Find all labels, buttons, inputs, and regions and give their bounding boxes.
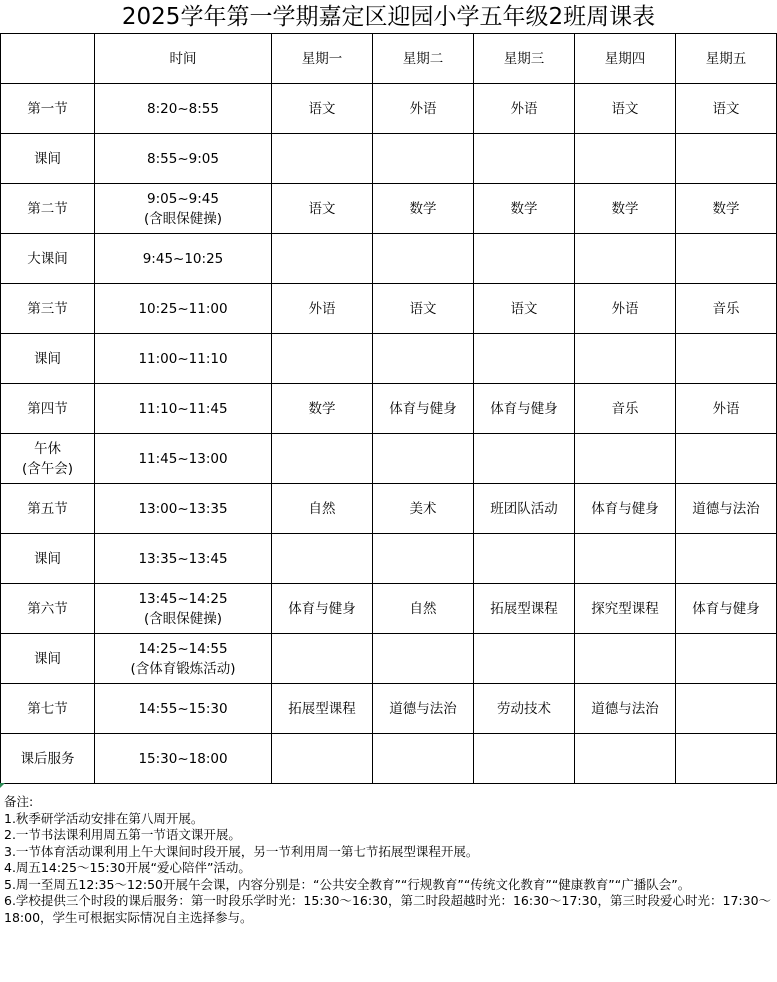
subject-cell: 体育与健身	[575, 484, 676, 534]
cell-text: 14:25~14:55	[138, 640, 228, 657]
period-cell	[1, 284, 95, 334]
subject-cell: 道德与法治	[373, 684, 474, 734]
subject-cell: 拓展型课程	[272, 684, 373, 734]
cell-text: 9:45~10:25	[142, 250, 224, 267]
subject-cell: 体育与健身	[474, 384, 575, 434]
table-row	[1, 284, 777, 334]
cell-text: 11:10~11:45	[138, 400, 228, 417]
subject-cell	[474, 434, 575, 484]
time-cell	[95, 534, 272, 584]
subject-cell: 语文	[272, 84, 373, 134]
cell-text: 8:55~9:05	[147, 150, 219, 167]
schedule-title: 2025学年第一学期嘉定区迎园小学五年级2班周课表	[121, 4, 656, 30]
subject-cell	[575, 134, 676, 184]
cell-text: 第三节	[27, 300, 68, 317]
cell-text: 11:45~13:00	[138, 450, 228, 467]
period-cell	[1, 634, 95, 684]
subject-cell	[575, 434, 676, 484]
subject-cell: 语文	[373, 284, 474, 334]
subject-cell	[272, 334, 373, 384]
subject-cell: 道德与法治	[575, 684, 676, 734]
subject-cell: 道德与法治	[676, 484, 777, 534]
subject-cell	[575, 334, 676, 384]
period-cell	[1, 734, 95, 784]
subject-cell	[676, 434, 777, 484]
table-row	[1, 384, 777, 434]
cell-text: 课间	[34, 150, 61, 167]
subject-cell	[474, 734, 575, 784]
time-cell	[95, 634, 272, 684]
cell-text: (含午会)	[21, 460, 74, 477]
table-row	[1, 334, 777, 384]
header-cell: 星期三	[474, 34, 575, 84]
table-row	[1, 134, 777, 184]
subject-cell	[272, 134, 373, 184]
table-row	[1, 184, 777, 234]
subject-cell	[575, 634, 676, 684]
time-cell	[95, 84, 272, 134]
subject-cell: 数学	[272, 384, 373, 434]
cell-text: 第六节	[27, 600, 68, 617]
subject-cell	[575, 734, 676, 784]
subject-cell: 外语	[272, 284, 373, 334]
cell-text: 13:35~13:45	[138, 550, 228, 567]
period-cell	[1, 184, 95, 234]
subject-cell	[575, 534, 676, 584]
subject-cell	[676, 234, 777, 284]
cell-text: 13:45~14:25	[138, 590, 228, 607]
subject-cell	[474, 234, 575, 284]
subject-cell: 语文	[272, 184, 373, 234]
header-cell: 星期一	[272, 34, 373, 84]
cell-text: 13:00~13:35	[138, 500, 228, 517]
subject-cell: 体育与健身	[373, 384, 474, 434]
period-cell	[1, 84, 95, 134]
table-row	[1, 434, 777, 484]
cell-text: 课后服务	[20, 750, 75, 767]
period-cell	[1, 684, 95, 734]
header-cell: 星期五	[676, 34, 777, 84]
subject-cell	[676, 634, 777, 684]
cell-text: 课间	[34, 650, 61, 667]
table-row	[1, 634, 777, 684]
subject-cell: 自然	[373, 584, 474, 634]
cell-text: 第一节	[27, 100, 68, 117]
subject-cell	[474, 634, 575, 684]
subject-cell	[575, 234, 676, 284]
time-cell	[95, 734, 272, 784]
subject-cell	[373, 634, 474, 684]
time-cell	[95, 684, 272, 734]
time-cell	[95, 184, 272, 234]
time-cell	[95, 334, 272, 384]
period-cell	[1, 384, 95, 434]
cell-text: 第二节	[27, 200, 68, 217]
table-row	[1, 534, 777, 584]
period-cell	[1, 534, 95, 584]
subject-cell	[373, 334, 474, 384]
cell-text: (含眼保健操)	[143, 610, 223, 627]
period-cell	[1, 134, 95, 184]
note-item: 2.一节书法课利用周五第一节语文课开展。	[4, 827, 241, 842]
subject-cell	[474, 334, 575, 384]
subject-cell: 外语	[676, 384, 777, 434]
subject-cell	[272, 434, 373, 484]
notes-heading: 备注:	[4, 794, 34, 809]
subject-cell	[373, 434, 474, 484]
header-cell: 星期四	[575, 34, 676, 84]
subject-cell	[373, 734, 474, 784]
cell-text: 第五节	[27, 500, 68, 517]
subject-cell	[474, 134, 575, 184]
subject-cell: 劳动技术	[474, 684, 575, 734]
cell-text: 8:20~8:55	[147, 100, 219, 117]
subject-cell: 体育与健身	[272, 584, 373, 634]
period-cell	[1, 584, 95, 634]
cell-text: 第七节	[27, 700, 68, 717]
subject-cell: 外语	[575, 284, 676, 334]
cell-text: 午休	[34, 440, 61, 457]
subject-cell: 音乐	[575, 384, 676, 434]
note-item: 5.周一至周五12:35～12:50开展午会课，内容分别是：“公共安全教育”“行规教育”“传统文化教育”“健康教育”“广播队会”。	[4, 876, 691, 892]
timetable-body	[1, 84, 777, 784]
subject-cell: 语文	[575, 84, 676, 134]
cell-text: 课间	[34, 350, 61, 367]
table-row	[1, 734, 777, 784]
cell-text: 9:05~9:45	[147, 190, 219, 207]
period-cell	[1, 434, 95, 484]
subject-cell	[272, 634, 373, 684]
cell-text: 10:25~11:00	[138, 300, 228, 317]
subject-cell	[272, 534, 373, 584]
subject-cell: 美术	[373, 484, 474, 534]
cell-text: 第四节	[27, 400, 68, 417]
cell-text: (含眼保健操)	[143, 210, 223, 227]
subject-cell	[272, 734, 373, 784]
time-cell	[95, 234, 272, 284]
subject-cell: 数学	[474, 184, 575, 234]
subject-cell: 拓展型课程	[474, 584, 575, 634]
period-cell	[1, 234, 95, 284]
cell-text: 11:00~11:10	[138, 350, 228, 367]
cell-text: 14:55~15:30	[138, 700, 228, 717]
subject-cell	[676, 334, 777, 384]
time-cell	[95, 434, 272, 484]
notes-list	[4, 811, 774, 927]
subject-cell: 探究型课程	[575, 584, 676, 634]
note-item: 1.秋季研学活动安排在第八周开展。	[4, 810, 204, 826]
time-cell	[95, 484, 272, 534]
subject-cell	[474, 534, 575, 584]
subject-cell: 音乐	[676, 284, 777, 334]
period-cell	[1, 484, 95, 534]
subject-cell: 数学	[575, 184, 676, 234]
subject-cell: 班团队活动	[474, 484, 575, 534]
table-row	[1, 684, 777, 734]
header-row	[1, 34, 777, 84]
subject-cell	[373, 134, 474, 184]
subject-cell: 外语	[474, 84, 575, 134]
header-cell	[1, 34, 95, 84]
cell-text: (含体育锻炼活动)	[130, 660, 236, 677]
subject-cell: 语文	[676, 84, 777, 134]
cell-text: 课间	[34, 550, 61, 567]
time-cell	[95, 584, 272, 634]
subject-cell	[676, 734, 777, 784]
cell-text: 大课间	[27, 250, 68, 267]
table-row	[1, 234, 777, 284]
table-row	[1, 584, 777, 634]
time-cell	[95, 284, 272, 334]
timetable	[0, 33, 777, 784]
subject-cell	[373, 234, 474, 284]
header-cell: 时间	[95, 34, 272, 84]
header-cell: 星期二	[373, 34, 474, 84]
subject-cell: 外语	[373, 84, 474, 134]
note-item: 3.一节体育活动课利用上午大课间时段开展，另一节利用周一第七节拓展型课程开展。	[4, 843, 479, 859]
subject-cell	[676, 134, 777, 184]
subject-cell	[272, 234, 373, 284]
cell-marker-icon	[0, 783, 5, 788]
subject-cell	[676, 684, 777, 734]
subject-cell	[676, 534, 777, 584]
subject-cell	[373, 534, 474, 584]
subject-cell: 数学	[676, 184, 777, 234]
notes-section	[4, 794, 774, 926]
period-cell	[1, 334, 95, 384]
cell-text: 15:30~18:00	[138, 750, 228, 767]
subject-cell: 数学	[373, 184, 474, 234]
time-cell	[95, 134, 272, 184]
subject-cell: 语文	[474, 284, 575, 334]
subject-cell: 体育与健身	[676, 584, 777, 634]
table-row	[1, 484, 777, 534]
time-cell	[95, 384, 272, 434]
note-item: 6.学校提供三个时段的课后服务：第一时段乐学时光：15:30～16:30，第二时段超越时光：16:30～17:30，第三时段爱心时光：17:30～18:00，学生可根据实际情况自主选择参与。	[4, 893, 772, 925]
table-row	[1, 84, 777, 134]
note-item: 4.周五14:25～15:30开展“爱心陪伴”活动。	[4, 860, 251, 875]
subject-cell: 自然	[272, 484, 373, 534]
